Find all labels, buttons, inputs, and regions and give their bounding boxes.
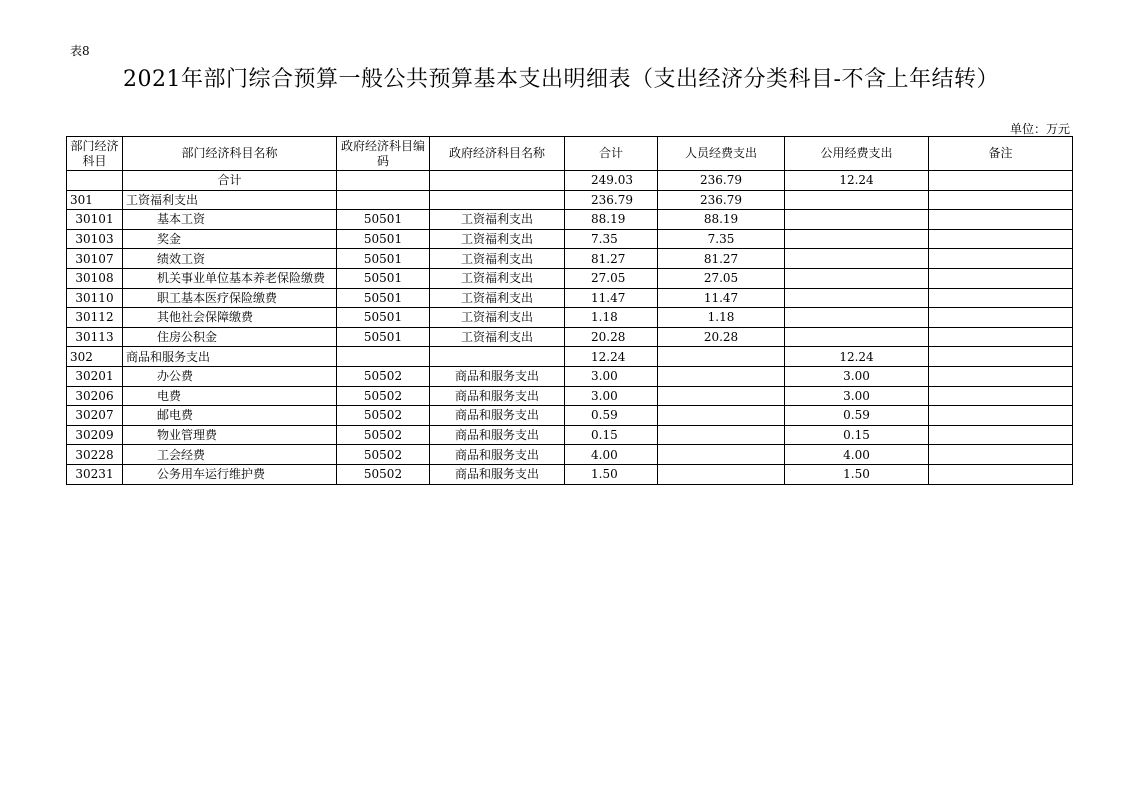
item-public [785,210,929,230]
item-gov-code: 50502 [337,464,430,484]
item-name: 奖金 [123,229,337,249]
header-dept-code: 部门经济科目 [67,137,123,171]
item-note [929,229,1073,249]
item-personnel [658,366,785,386]
group-total: 12.24 [565,347,658,367]
item-code: 30113 [67,327,123,347]
table-row [67,366,1073,386]
table-row [67,229,1073,249]
item-name: 物业管理费 [123,425,337,445]
item-personnel: 11.47 [658,288,785,308]
item-name: 住房公积金 [123,327,337,347]
item-total: 3.00 [565,386,658,406]
group-row [67,190,1073,210]
table-row [67,406,1073,426]
item-gov-code: 50501 [337,327,430,347]
item-total: 0.59 [565,406,658,426]
total-row [67,171,1073,191]
group-total: 236.79 [565,190,658,210]
item-total: 0.15 [565,425,658,445]
item-note [929,288,1073,308]
item-name: 电费 [123,386,337,406]
item-code: 30231 [67,464,123,484]
item-total: 7.35 [565,229,658,249]
item-note [929,308,1073,328]
item-public: 0.15 [785,425,929,445]
item-personnel [658,464,785,484]
cell [430,190,565,210]
item-total: 88.19 [565,210,658,230]
item-public [785,229,929,249]
cell [929,347,1073,367]
header-note: 备注 [929,137,1073,171]
item-code: 30201 [67,366,123,386]
item-code: 30107 [67,249,123,269]
item-gov-name: 商品和服务支出 [430,386,565,406]
header-public: 公用经费支出 [785,137,929,171]
item-code: 30206 [67,386,123,406]
item-gov-code: 50501 [337,210,430,230]
item-gov-name: 工资福利支出 [430,249,565,269]
item-gov-code: 50502 [337,445,430,465]
cell [929,171,1073,191]
item-public [785,308,929,328]
item-note [929,327,1073,347]
item-total: 27.05 [565,268,658,288]
item-name: 基本工资 [123,210,337,230]
item-note [929,425,1073,445]
table-row [67,445,1073,465]
unit-label: 单位：万元 [1009,122,1070,136]
item-total: 4.00 [565,445,658,465]
item-personnel [658,406,785,426]
table-body [67,171,1073,485]
item-name: 工会经费 [123,445,337,465]
item-note [929,464,1073,484]
group-name: 工资福利支出 [123,190,337,210]
total-public: 12.24 [785,171,929,191]
header-total: 合计 [565,137,658,171]
item-code: 30108 [67,268,123,288]
item-gov-name: 工资福利支出 [430,210,565,230]
item-total: 1.18 [565,308,658,328]
table-row [67,425,1073,445]
item-gov-code: 50502 [337,425,430,445]
item-gov-name: 工资福利支出 [430,268,565,288]
header-dept-name: 部门经济科目名称 [123,137,337,171]
item-name: 其他社会保障缴费 [123,308,337,328]
table-row [67,210,1073,230]
budget-table [66,136,1073,485]
total-total: 249.03 [565,171,658,191]
item-name: 公务用车运行维护费 [123,464,337,484]
group-code: 302 [67,347,123,367]
item-note [929,445,1073,465]
item-gov-code: 50501 [337,288,430,308]
item-code: 30103 [67,229,123,249]
item-gov-name: 商品和服务支出 [430,425,565,445]
total-label: 合计 [123,171,337,191]
group-public: 12.24 [785,347,929,367]
table-row [67,249,1073,269]
item-gov-name: 工资福利支出 [430,327,565,347]
header-row [67,137,1073,171]
item-public: 4.00 [785,445,929,465]
item-total: 1.50 [565,464,658,484]
item-personnel: 88.19 [658,210,785,230]
item-code: 30101 [67,210,123,230]
item-name: 办公费 [123,366,337,386]
table-row [67,268,1073,288]
item-total: 20.28 [565,327,658,347]
table-row [67,288,1073,308]
item-note [929,366,1073,386]
item-personnel: 27.05 [658,268,785,288]
item-public: 1.50 [785,464,929,484]
cell [337,347,430,367]
item-note [929,249,1073,269]
item-gov-name: 商品和服务支出 [430,406,565,426]
item-gov-name: 商品和服务支出 [430,366,565,386]
item-gov-name: 工资福利支出 [430,308,565,328]
cell [430,171,565,191]
item-public: 0.59 [785,406,929,426]
table-row [67,386,1073,406]
page-title: 2021年部门综合预算一般公共预算基本支出明细表（支出经济分类科目-不含上年结转） [123,67,999,92]
item-total: 3.00 [565,366,658,386]
item-personnel: 7.35 [658,229,785,249]
item-code: 30110 [67,288,123,308]
item-personnel [658,425,785,445]
item-personnel [658,386,785,406]
item-total: 11.47 [565,288,658,308]
table-row [67,308,1073,328]
item-public: 3.00 [785,366,929,386]
item-public [785,288,929,308]
cell [337,171,430,191]
item-code: 30228 [67,445,123,465]
item-gov-name: 商品和服务支出 [430,464,565,484]
group-code: 301 [67,190,123,210]
item-total: 81.27 [565,249,658,269]
header-gov-code: 政府经济科目编码 [337,137,430,171]
item-gov-code: 50501 [337,249,430,269]
item-name: 绩效工资 [123,249,337,269]
item-gov-code: 50502 [337,386,430,406]
item-public [785,327,929,347]
group-personnel: 236.79 [658,190,785,210]
group-personnel [658,347,785,367]
cell [929,190,1073,210]
item-gov-name: 工资福利支出 [430,288,565,308]
group-name: 商品和服务支出 [123,347,337,367]
group-public [785,190,929,210]
total-personnel: 236.79 [658,171,785,191]
item-gov-code: 50502 [337,406,430,426]
item-gov-code: 50501 [337,229,430,249]
cell [337,190,430,210]
item-name: 职工基本医疗保险缴费 [123,288,337,308]
item-personnel: 1.18 [658,308,785,328]
item-gov-name: 商品和服务支出 [430,445,565,465]
item-personnel [658,445,785,465]
table-row [67,464,1073,484]
item-code: 30209 [67,425,123,445]
item-public: 3.00 [785,386,929,406]
cell [430,347,565,367]
header-personnel: 人员经费支出 [658,137,785,171]
item-personnel: 20.28 [658,327,785,347]
item-name: 机关事业单位基本养老保险缴费 [123,268,337,288]
header-gov-name: 政府经济科目名称 [430,137,565,171]
table-row [67,327,1073,347]
item-gov-code: 50502 [337,366,430,386]
item-note [929,406,1073,426]
item-code: 30207 [67,406,123,426]
item-public [785,249,929,269]
item-personnel: 81.27 [658,249,785,269]
item-gov-code: 50501 [337,308,430,328]
item-name: 邮电费 [123,406,337,426]
group-row [67,347,1073,367]
cell [67,171,123,191]
item-note [929,268,1073,288]
item-note [929,386,1073,406]
item-gov-code: 50501 [337,268,430,288]
item-note [929,210,1073,230]
item-public [785,268,929,288]
item-code: 30112 [67,308,123,328]
item-gov-name: 工资福利支出 [430,229,565,249]
table-number-label: 表8 [70,44,90,58]
